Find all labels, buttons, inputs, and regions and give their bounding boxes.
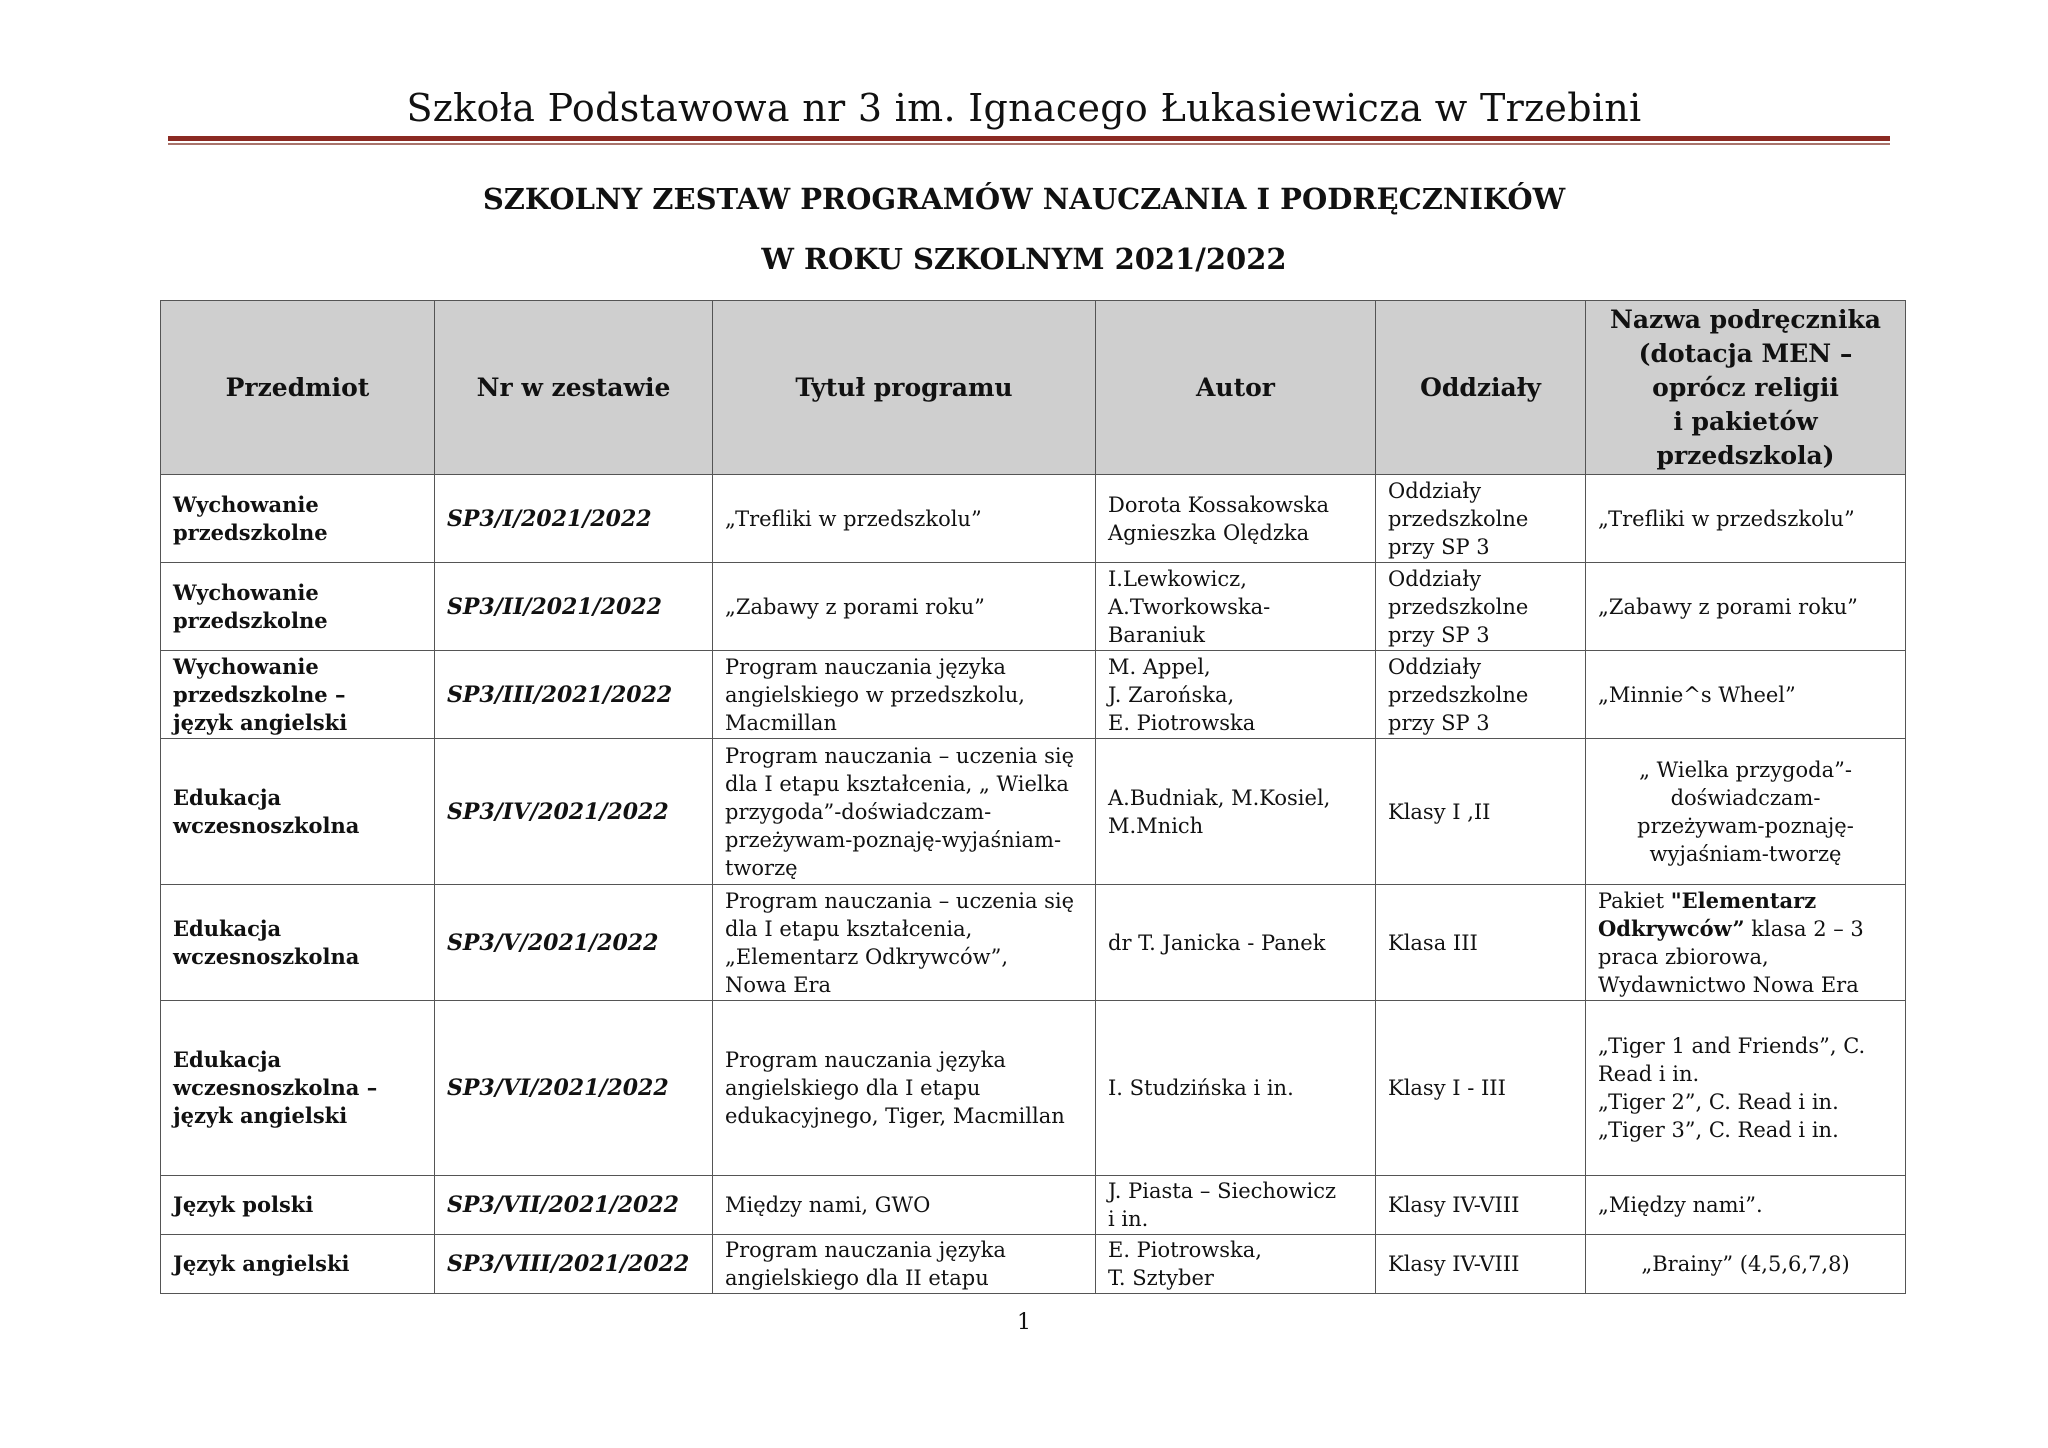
cell-program: Program nauczania języka angielskiego dla I etapu edukacyjnego, Tiger, Macmillan <box>713 1001 1096 1176</box>
table-row <box>161 1235 1906 1294</box>
table-row <box>161 1001 1906 1176</box>
cell-author: I.Lewkowicz, A.Tworkowska- Baraniuk <box>1096 563 1376 651</box>
cell-author: I. Studzińska i in. <box>1096 1001 1376 1176</box>
cell-author: E. Piotrowska, T. Sztyber <box>1096 1235 1376 1294</box>
cell-number: SP3/IV/2021/2022 <box>435 739 713 885</box>
cell-author: Dorota Kossakowska Agnieszka Olędzka <box>1096 475 1376 563</box>
cell-textbook: „Między nami”. <box>1586 1176 1906 1235</box>
cell-author: J. Piasta – Siechowicz i in. <box>1096 1176 1376 1235</box>
curriculum-table <box>160 300 1906 1294</box>
header-number: Nr w zestawie <box>435 301 713 475</box>
cell-number: SP3/I/2021/2022 <box>435 475 713 563</box>
cell-subject: Edukacja wczesnoszkolna <box>161 739 435 885</box>
textbook-title-bold: "Elementarz Odkrywców” <box>1598 887 1817 941</box>
cell-author: M. Appel, J. Zarońska, E. Piotrowska <box>1096 651 1376 739</box>
table-row <box>161 885 1906 1001</box>
cell-author: dr T. Janicka - Panek <box>1096 885 1376 1001</box>
cell-classes: Klasa III <box>1376 885 1586 1001</box>
document-subtitle: W ROKU SZKOLNYM 2021/2022 <box>761 242 1287 276</box>
cell-program: Między nami, GWO <box>713 1176 1096 1235</box>
cell-subject: Język angielski <box>161 1235 435 1294</box>
header-program: Tytuł programu <box>713 301 1096 475</box>
cell-number: SP3/II/2021/2022 <box>435 563 713 651</box>
textbook-suffix: klasa 2 – 3 praca zbiorowa, Wydawnictwo Nowa Era <box>1598 916 1864 997</box>
cell-textbook: „ Wielka przygoda”- doświadczam- przeżywam-poznaję- wyjaśniam-tworzę <box>1586 739 1906 885</box>
table-row <box>161 1176 1906 1235</box>
cell-program: Program nauczania języka angielskiego dla II etapu <box>713 1235 1096 1294</box>
header-classes: Oddziały <box>1376 301 1586 475</box>
document-title: SZKOLNY ZESTAW PROGRAMÓW NAUCZANIA I PODRĘCZNIKÓW <box>482 182 1566 216</box>
cell-classes: Klasy I - III <box>1376 1001 1586 1176</box>
cell-textbook <box>1586 885 1906 1001</box>
cell-subject: Edukacja wczesnoszkolna – język angielski <box>161 1001 435 1176</box>
header-textbook: Nazwa podręcznika (dotacja MEN – oprócz religii i pakietów przedszkola) <box>1586 301 1906 475</box>
header-author: Autor <box>1096 301 1376 475</box>
cell-subject: Wychowanie przedszkolne – język angielski <box>161 651 435 739</box>
cell-number: SP3/VIII/2021/2022 <box>435 1235 713 1294</box>
table-row <box>161 563 1906 651</box>
cell-subject: Edukacja wczesnoszkolna <box>161 885 435 1001</box>
cell-classes: Oddziały przedszkolne przy SP 3 <box>1376 563 1586 651</box>
cell-subject: Wychowanie przedszkolne <box>161 475 435 563</box>
table-header-row <box>161 301 1906 475</box>
textbook-prefix: Pakiet <box>1598 888 1671 913</box>
cell-program: „Zabawy z porami roku” <box>713 563 1096 651</box>
cell-author: A.Budniak, M.Kosiel, M.Mnich <box>1096 739 1376 885</box>
table-row <box>161 651 1906 739</box>
cell-subject: Wychowanie przedszkolne <box>161 563 435 651</box>
cell-classes: Oddziały przedszkolne przy SP 3 <box>1376 475 1586 563</box>
cell-number: SP3/V/2021/2022 <box>435 885 713 1001</box>
cell-classes: Klasy IV-VIII <box>1376 1235 1586 1294</box>
cell-number: SP3/VII/2021/2022 <box>435 1176 713 1235</box>
cell-classes: Oddziały przedszkolne przy SP 3 <box>1376 651 1586 739</box>
cell-textbook: „Tiger 1 and Friends”, C. Read i in. „Tiger 2”, C. Read i in. „Tiger 3”, C. Read i in. <box>1586 1001 1906 1176</box>
cell-classes: Klasy IV-VIII <box>1376 1176 1586 1235</box>
table-row <box>161 739 1906 885</box>
cell-program: Program nauczania języka angielskiego w przedszkolu, Macmillan <box>713 651 1096 739</box>
header-rule-thin <box>168 143 1890 145</box>
school-name-header: Szkoła Podstawowa nr 3 im. Ignacego Łukasiewicza w Trzebini <box>406 86 1642 130</box>
header-rule <box>168 136 1890 141</box>
cell-textbook: „Minnie^s Wheel” <box>1586 651 1906 739</box>
page-number: 1 <box>1017 1310 1031 1335</box>
cell-subject: Język polski <box>161 1176 435 1235</box>
cell-program: Program nauczania – uczenia się dla I etapu kształcenia, „Elementarz Odkrywców”, Nowa Era <box>713 885 1096 1001</box>
cell-program: Program nauczania – uczenia się dla I etapu kształcenia, „ Wielka przygoda”-doświadczam- przeżywam-poznaję-wyjaśniam- tworzę <box>713 739 1096 885</box>
cell-number: SP3/III/2021/2022 <box>435 651 713 739</box>
cell-textbook: „Zabawy z porami roku” <box>1586 563 1906 651</box>
cell-textbook: „Trefliki w przedszkolu” <box>1586 475 1906 563</box>
cell-textbook: „Brainy” (4,5,6,7,8) <box>1586 1235 1906 1294</box>
cell-program: „Trefliki w przedszkolu” <box>713 475 1096 563</box>
cell-classes: Klasy I ,II <box>1376 739 1586 885</box>
header-subject: Przedmiot <box>161 301 435 475</box>
table-row <box>161 475 1906 563</box>
cell-number: SP3/VI/2021/2022 <box>435 1001 713 1176</box>
